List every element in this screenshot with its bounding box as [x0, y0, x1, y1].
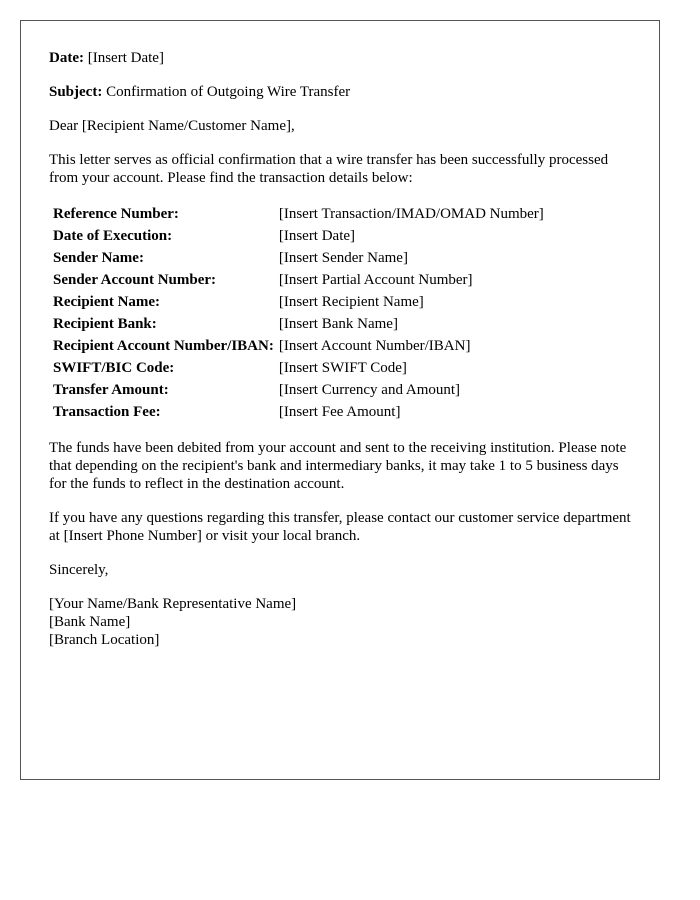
detail-value: [Insert Date] [278, 228, 356, 244]
detail-row-swift-bic-code [51, 357, 546, 379]
detail-label: Reference Number: [53, 206, 179, 222]
detail-value: [Insert SWIFT Code] [278, 360, 407, 376]
detail-row-sender-name [51, 247, 546, 269]
detail-label: Date of Execution: [53, 228, 173, 244]
intro-paragraph: This letter serves as official confirmation that a wire transfer has been successfully processed from your account. Please find the transaction details below: [49, 152, 609, 186]
funds-paragraph: The funds have been debited from your account and sent to the receiving institution. Please note that depending on the recipient's bank and intermediary banks, it may take 1 to 5 business days for the funds to reflect in the destination account. [49, 440, 627, 492]
subject-label: Subject: [49, 84, 103, 100]
detail-label: Transfer Amount: [53, 382, 169, 398]
detail-value: [Insert Bank Name] [278, 316, 398, 332]
detail-value: [Insert Sender Name] [278, 250, 408, 266]
detail-label: Recipient Bank: [53, 316, 157, 332]
detail-value: [Insert Fee Amount] [278, 404, 401, 420]
detail-row-reference-number [51, 203, 546, 225]
detail-value: [Insert Recipient Name] [278, 294, 424, 310]
signature-branch: [Branch Location] [49, 632, 160, 648]
detail-value: [Insert Partial Account Number] [278, 272, 473, 288]
detail-row-sender-account-number [51, 269, 546, 291]
detail-row-recipient-bank [51, 313, 546, 335]
detail-row-transfer-amount [51, 379, 546, 401]
detail-row-recipient-account-number [51, 335, 546, 357]
contact-paragraph: If you have any questions regarding this transfer, please contact our customer service department at [Insert Phone Number] or visit your local branch. [49, 510, 631, 544]
letter-page [20, 20, 660, 780]
signature-name: [Your Name/Bank Representative Name] [49, 596, 297, 612]
detail-label: Sender Account Number: [53, 272, 217, 288]
detail-value: [Insert Transaction/IMAD/OMAD Number] [278, 206, 544, 222]
date-value: [Insert Date] [87, 50, 164, 66]
detail-label: SWIFT/BIC Code: [53, 360, 175, 376]
signature-bank: [Bank Name] [49, 614, 131, 630]
date-line [49, 49, 631, 67]
signature-block [49, 595, 631, 649]
detail-value: [Insert Currency and Amount] [278, 382, 461, 398]
detail-row-recipient-name [51, 291, 546, 313]
salutation: Dear [Recipient Name/Customer Name], [49, 118, 295, 134]
detail-row-transaction-fee [51, 401, 546, 423]
subject-line [49, 83, 631, 101]
transaction-details-table [51, 203, 546, 423]
detail-label: Sender Name: [53, 250, 144, 266]
closing: Sincerely, [49, 562, 109, 578]
date-label: Date: [49, 50, 84, 66]
detail-value: [Insert Account Number/IBAN] [278, 338, 471, 354]
detail-row-date-of-execution [51, 225, 546, 247]
detail-label: Transaction Fee: [53, 404, 161, 420]
detail-label: Recipient Name: [53, 294, 161, 310]
subject-value: Confirmation of Outgoing Wire Transfer [106, 84, 351, 100]
detail-label: Recipient Account Number/IBAN: [53, 338, 274, 354]
